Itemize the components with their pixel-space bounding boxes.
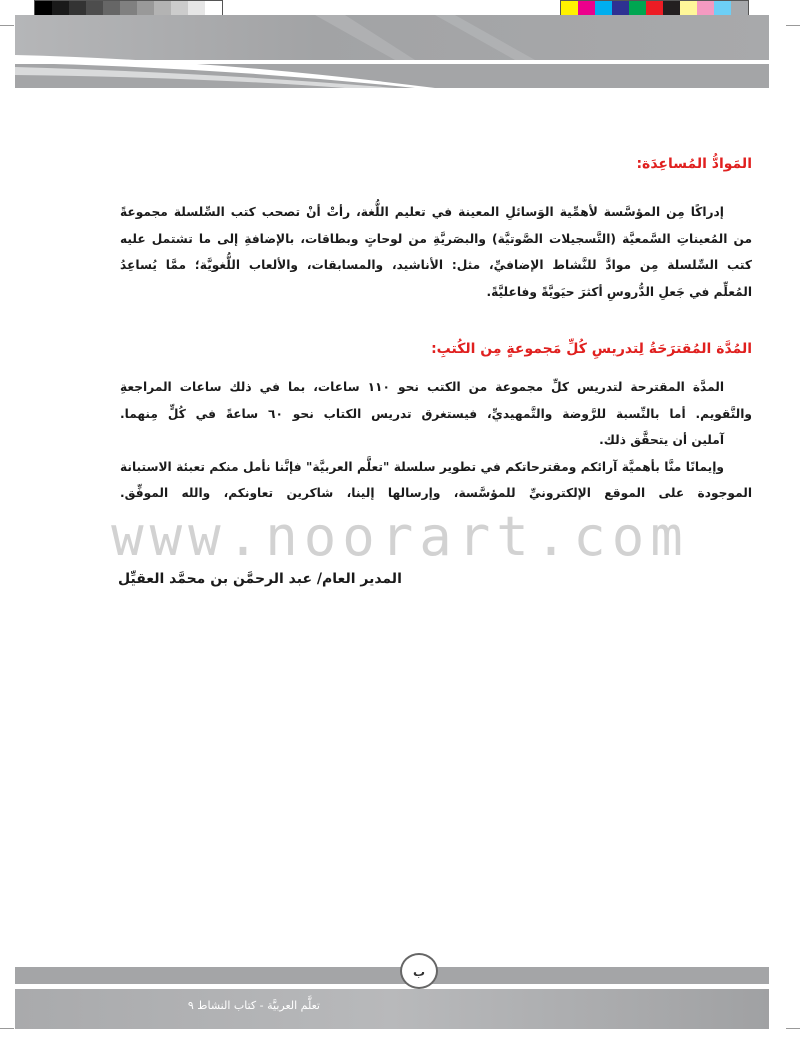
text-line: الموجودة على الموقع الإلكترونيِّ للمؤسَّسة، وإرسالها إلينا، شاكرين تعاونكم، والله الموفِّق. [120, 486, 752, 500]
aids-paragraph [120, 199, 752, 305]
text-line: وإيمانًا منَّا بأهميَّة آرائكم ومقترحاتكم في تطوير سلسلة "تعلَّم العربيَّة" فإنَّنا نأمل منكم تعبئة الاستبانة [120, 459, 724, 474]
page-number: ب [400, 953, 438, 989]
section-heading-aids: المَوادُّ المُساعِدَة: [636, 156, 752, 172]
crop-mark [0, 25, 14, 26]
section-heading-duration: المُدَّة المُقترَحَةُ لِتدريسِ كُلِّ مَجموعةٍ مِن الكُتبِ: [431, 341, 752, 357]
crop-mark [786, 1028, 800, 1029]
text-line: إدراكًا مِن المؤسَّسة لأهمِّية الوَسائلِ المعينة في تعليم اللُّغة، رأتْ أنْ تصحب كتب السِّلسلة مجموعةً [120, 205, 724, 219]
text-line: المدَّة المقترحة لتدريس كلِّ مجموعة من الكتب نحو ١١٠ ساعات، بما في ذلك ساعات المراجعةِ [120, 380, 724, 394]
text-line: من المُعيناتِ السَّمعيَّة (التَّسجيلات الصَّوتيَّة) والبصَريَّةِ من لوحاتٍ وبطاقات، بالإضافةِ إلى ما تشتمل عليه [120, 231, 752, 246]
text-line: المُعلِّم في جَعلِ الدُّروسِ أكثرَ حيَويَّةً وفاعليَّةً. [486, 284, 752, 299]
watermark: www.noorart.com [111, 505, 689, 568]
signature: المدير العام/ عبد الرحمَّن بن محمَّد العقيِّل [118, 571, 402, 587]
footer-band-lower [15, 989, 769, 1029]
header-decorative-swoosh [15, 15, 769, 88]
crop-mark [786, 25, 800, 26]
text-line: كتب السِّلسلة مِن موادَّ للنَّشاط الإضافيِّ، مثل: الأناشيد، والمسابقات، والألعاب اللُّغويَّة؛ ممَّا يُساعِدُ [120, 258, 752, 272]
footer-band [15, 967, 769, 984]
duration-paragraph [120, 374, 752, 507]
crop-mark [0, 1028, 14, 1029]
text-line: والتَّقويم. أما بالنِّسبة للرَّوضة والتَّمهيديِّ، فيستغرق تدريس الكتاب نحو ٦٠ ساعةً في كُلٍّ مِنهما. [120, 406, 752, 421]
text-line: آملين أن يتحقَّق ذلك. [599, 433, 724, 447]
book-title: تعلَّم العربيَّة - كتاب النشاط ٩ [187, 999, 320, 1012]
